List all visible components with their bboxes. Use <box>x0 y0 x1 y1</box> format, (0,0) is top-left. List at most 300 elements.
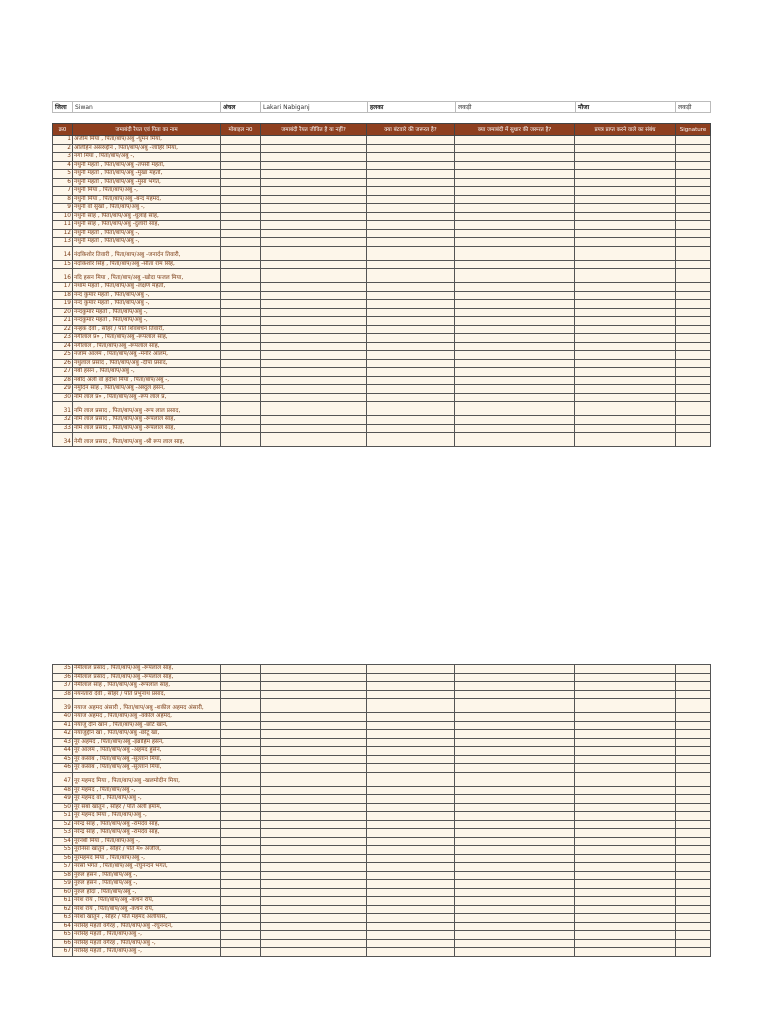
row-correction[interactable] <box>455 829 575 838</box>
row-relation[interactable] <box>575 300 676 309</box>
row-mobile[interactable] <box>221 359 261 368</box>
row-correction[interactable] <box>455 212 575 221</box>
row-alive[interactable] <box>261 416 367 425</box>
row-correction[interactable] <box>455 424 575 433</box>
row-partition[interactable] <box>367 922 455 931</box>
row-mobile[interactable] <box>221 238 261 247</box>
row-correction[interactable] <box>455 433 575 447</box>
row-mobile[interactable] <box>221 730 261 739</box>
row-mobile[interactable] <box>221 424 261 433</box>
row-partition[interactable] <box>367 385 455 394</box>
row-relation[interactable] <box>575 136 676 145</box>
row-mobile[interactable] <box>221 747 261 756</box>
row-correction[interactable] <box>455 300 575 309</box>
row-mobile[interactable] <box>221 416 261 425</box>
row-alive[interactable] <box>261 905 367 914</box>
row-alive[interactable] <box>261 136 367 145</box>
row-signature[interactable] <box>676 846 711 855</box>
row-correction[interactable] <box>455 161 575 170</box>
row-correction[interactable] <box>455 795 575 804</box>
row-mobile[interactable] <box>221 922 261 931</box>
row-mobile[interactable] <box>221 376 261 385</box>
row-alive[interactable] <box>261 393 367 402</box>
row-signature[interactable] <box>676 170 711 179</box>
row-correction[interactable] <box>455 246 575 260</box>
row-mobile[interactable] <box>221 246 261 260</box>
row-signature[interactable] <box>676 433 711 447</box>
row-mobile[interactable] <box>221 846 261 855</box>
row-partition[interactable] <box>367 673 455 682</box>
row-partition[interactable] <box>367 424 455 433</box>
row-mobile[interactable] <box>221 880 261 889</box>
row-partition[interactable] <box>367 897 455 906</box>
row-relation[interactable] <box>575 682 676 691</box>
row-correction[interactable] <box>455 368 575 377</box>
row-alive[interactable] <box>261 204 367 213</box>
row-correction[interactable] <box>455 837 575 846</box>
row-relation[interactable] <box>575 786 676 795</box>
row-signature[interactable] <box>676 914 711 923</box>
row-relation[interactable] <box>575 846 676 855</box>
row-partition[interactable] <box>367 888 455 897</box>
row-mobile[interactable] <box>221 713 261 722</box>
row-partition[interactable] <box>367 291 455 300</box>
row-partition[interactable] <box>367 325 455 334</box>
row-alive[interactable] <box>261 334 367 343</box>
row-correction[interactable] <box>455 690 575 699</box>
row-alive[interactable] <box>261 786 367 795</box>
row-signature[interactable] <box>676 368 711 377</box>
row-alive[interactable] <box>261 738 367 747</box>
row-mobile[interactable] <box>221 178 261 187</box>
row-signature[interactable] <box>676 871 711 880</box>
row-correction[interactable] <box>455 786 575 795</box>
row-alive[interactable] <box>261 914 367 923</box>
row-relation[interactable] <box>575 713 676 722</box>
row-partition[interactable] <box>367 416 455 425</box>
row-partition[interactable] <box>367 738 455 747</box>
row-alive[interactable] <box>261 730 367 739</box>
row-correction[interactable] <box>455 229 575 238</box>
row-relation[interactable] <box>575 178 676 187</box>
row-signature[interactable] <box>676 161 711 170</box>
row-mobile[interactable] <box>221 829 261 838</box>
row-correction[interactable] <box>455 905 575 914</box>
row-mobile[interactable] <box>221 699 261 713</box>
row-mobile[interactable] <box>221 738 261 747</box>
row-mobile[interactable] <box>221 229 261 238</box>
row-partition[interactable] <box>367 334 455 343</box>
row-partition[interactable] <box>367 812 455 821</box>
row-signature[interactable] <box>676 682 711 691</box>
row-signature[interactable] <box>676 837 711 846</box>
row-mobile[interactable] <box>221 888 261 897</box>
row-relation[interactable] <box>575 837 676 846</box>
row-alive[interactable] <box>261 317 367 326</box>
row-correction[interactable] <box>455 897 575 906</box>
row-correction[interactable] <box>455 136 575 145</box>
row-relation[interactable] <box>575 229 676 238</box>
row-relation[interactable] <box>575 359 676 368</box>
row-signature[interactable] <box>676 195 711 204</box>
row-correction[interactable] <box>455 682 575 691</box>
row-mobile[interactable] <box>221 221 261 230</box>
row-signature[interactable] <box>676 393 711 402</box>
row-relation[interactable] <box>575 690 676 699</box>
row-correction[interactable] <box>455 402 575 416</box>
row-signature[interactable] <box>676 351 711 360</box>
row-correction[interactable] <box>455 772 575 786</box>
row-correction[interactable] <box>455 699 575 713</box>
row-alive[interactable] <box>261 699 367 713</box>
row-correction[interactable] <box>455 803 575 812</box>
row-alive[interactable] <box>261 269 367 283</box>
row-signature[interactable] <box>676 888 711 897</box>
row-partition[interactable] <box>367 317 455 326</box>
row-relation[interactable] <box>575 291 676 300</box>
row-alive[interactable] <box>261 803 367 812</box>
row-mobile[interactable] <box>221 212 261 221</box>
row-alive[interactable] <box>261 300 367 309</box>
row-alive[interactable] <box>261 238 367 247</box>
row-correction[interactable] <box>455 764 575 773</box>
row-partition[interactable] <box>367 905 455 914</box>
row-correction[interactable] <box>455 187 575 196</box>
row-mobile[interactable] <box>221 368 261 377</box>
row-partition[interactable] <box>367 854 455 863</box>
row-mobile[interactable] <box>221 342 261 351</box>
row-partition[interactable] <box>367 803 455 812</box>
row-signature[interactable] <box>676 690 711 699</box>
row-alive[interactable] <box>261 161 367 170</box>
row-signature[interactable] <box>676 238 711 247</box>
row-mobile[interactable] <box>221 317 261 326</box>
row-signature[interactable] <box>676 291 711 300</box>
row-alive[interactable] <box>261 863 367 872</box>
row-relation[interactable] <box>575 888 676 897</box>
row-partition[interactable] <box>367 195 455 204</box>
row-mobile[interactable] <box>221 325 261 334</box>
row-signature[interactable] <box>676 829 711 838</box>
row-partition[interactable] <box>367 690 455 699</box>
row-partition[interactable] <box>367 880 455 889</box>
row-relation[interactable] <box>575 195 676 204</box>
row-mobile[interactable] <box>221 269 261 283</box>
row-alive[interactable] <box>261 308 367 317</box>
row-signature[interactable] <box>676 939 711 948</box>
row-signature[interactable] <box>676 713 711 722</box>
row-relation[interactable] <box>575 368 676 377</box>
row-relation[interactable] <box>575 433 676 447</box>
row-correction[interactable] <box>455 359 575 368</box>
row-partition[interactable] <box>367 820 455 829</box>
row-relation[interactable] <box>575 283 676 292</box>
row-mobile[interactable] <box>221 161 261 170</box>
row-signature[interactable] <box>676 359 711 368</box>
row-signature[interactable] <box>676 931 711 940</box>
row-alive[interactable] <box>261 212 367 221</box>
row-mobile[interactable] <box>221 939 261 948</box>
row-signature[interactable] <box>676 260 711 269</box>
row-mobile[interactable] <box>221 948 261 957</box>
row-signature[interactable] <box>676 178 711 187</box>
row-signature[interactable] <box>676 755 711 764</box>
row-partition[interactable] <box>367 846 455 855</box>
row-relation[interactable] <box>575 931 676 940</box>
row-mobile[interactable] <box>221 764 261 773</box>
row-relation[interactable] <box>575 948 676 957</box>
row-signature[interactable] <box>676 721 711 730</box>
row-correction[interactable] <box>455 342 575 351</box>
row-alive[interactable] <box>261 170 367 179</box>
row-correction[interactable] <box>455 914 575 923</box>
row-partition[interactable] <box>367 161 455 170</box>
row-alive[interactable] <box>261 385 367 394</box>
row-partition[interactable] <box>367 229 455 238</box>
row-partition[interactable] <box>367 699 455 713</box>
row-partition[interactable] <box>367 829 455 838</box>
row-partition[interactable] <box>367 665 455 674</box>
row-mobile[interactable] <box>221 905 261 914</box>
row-signature[interactable] <box>676 300 711 309</box>
row-mobile[interactable] <box>221 260 261 269</box>
row-alive[interactable] <box>261 897 367 906</box>
row-signature[interactable] <box>676 863 711 872</box>
row-mobile[interactable] <box>221 772 261 786</box>
row-signature[interactable] <box>676 325 711 334</box>
row-alive[interactable] <box>261 283 367 292</box>
row-mobile[interactable] <box>221 144 261 153</box>
row-correction[interactable] <box>455 170 575 179</box>
row-correction[interactable] <box>455 416 575 425</box>
row-signature[interactable] <box>676 144 711 153</box>
row-correction[interactable] <box>455 713 575 722</box>
row-relation[interactable] <box>575 351 676 360</box>
row-alive[interactable] <box>261 820 367 829</box>
row-alive[interactable] <box>261 195 367 204</box>
row-relation[interactable] <box>575 187 676 196</box>
row-partition[interactable] <box>367 221 455 230</box>
row-alive[interactable] <box>261 721 367 730</box>
row-alive[interactable] <box>261 291 367 300</box>
row-signature[interactable] <box>676 385 711 394</box>
row-partition[interactable] <box>367 170 455 179</box>
row-relation[interactable] <box>575 755 676 764</box>
row-alive[interactable] <box>261 880 367 889</box>
row-mobile[interactable] <box>221 283 261 292</box>
row-mobile[interactable] <box>221 291 261 300</box>
row-alive[interactable] <box>261 402 367 416</box>
row-mobile[interactable] <box>221 170 261 179</box>
row-alive[interactable] <box>261 246 367 260</box>
row-partition[interactable] <box>367 178 455 187</box>
row-relation[interactable] <box>575 246 676 260</box>
row-alive[interactable] <box>261 922 367 931</box>
row-signature[interactable] <box>676 747 711 756</box>
row-alive[interactable] <box>261 351 367 360</box>
row-partition[interactable] <box>367 136 455 145</box>
row-relation[interactable] <box>575 871 676 880</box>
row-correction[interactable] <box>455 880 575 889</box>
row-relation[interactable] <box>575 721 676 730</box>
row-alive[interactable] <box>261 812 367 821</box>
row-partition[interactable] <box>367 187 455 196</box>
row-partition[interactable] <box>367 212 455 221</box>
row-mobile[interactable] <box>221 665 261 674</box>
row-correction[interactable] <box>455 854 575 863</box>
row-relation[interactable] <box>575 212 676 221</box>
row-correction[interactable] <box>455 931 575 940</box>
row-relation[interactable] <box>575 939 676 948</box>
row-relation[interactable] <box>575 905 676 914</box>
row-mobile[interactable] <box>221 803 261 812</box>
row-signature[interactable] <box>676 854 711 863</box>
row-correction[interactable] <box>455 376 575 385</box>
row-alive[interactable] <box>261 772 367 786</box>
row-alive[interactable] <box>261 755 367 764</box>
row-relation[interactable] <box>575 308 676 317</box>
row-relation[interactable] <box>575 699 676 713</box>
row-signature[interactable] <box>676 673 711 682</box>
row-relation[interactable] <box>575 897 676 906</box>
row-partition[interactable] <box>367 795 455 804</box>
row-mobile[interactable] <box>221 351 261 360</box>
row-signature[interactable] <box>676 283 711 292</box>
row-partition[interactable] <box>367 246 455 260</box>
row-relation[interactable] <box>575 914 676 923</box>
row-relation[interactable] <box>575 673 676 682</box>
row-signature[interactable] <box>676 897 711 906</box>
row-alive[interactable] <box>261 144 367 153</box>
row-signature[interactable] <box>676 136 711 145</box>
row-signature[interactable] <box>676 416 711 425</box>
row-signature[interactable] <box>676 812 711 821</box>
row-partition[interactable] <box>367 764 455 773</box>
row-relation[interactable] <box>575 144 676 153</box>
row-signature[interactable] <box>676 772 711 786</box>
row-relation[interactable] <box>575 342 676 351</box>
row-signature[interactable] <box>676 317 711 326</box>
row-partition[interactable] <box>367 939 455 948</box>
row-alive[interactable] <box>261 342 367 351</box>
row-signature[interactable] <box>676 730 711 739</box>
row-partition[interactable] <box>367 402 455 416</box>
row-mobile[interactable] <box>221 393 261 402</box>
row-relation[interactable] <box>575 161 676 170</box>
row-correction[interactable] <box>455 317 575 326</box>
row-correction[interactable] <box>455 738 575 747</box>
row-alive[interactable] <box>261 837 367 846</box>
row-alive[interactable] <box>261 424 367 433</box>
row-signature[interactable] <box>676 820 711 829</box>
row-correction[interactable] <box>455 673 575 682</box>
row-relation[interactable] <box>575 170 676 179</box>
row-relation[interactable] <box>575 334 676 343</box>
row-partition[interactable] <box>367 682 455 691</box>
row-partition[interactable] <box>367 269 455 283</box>
row-alive[interactable] <box>261 888 367 897</box>
row-partition[interactable] <box>367 283 455 292</box>
row-relation[interactable] <box>575 738 676 747</box>
row-alive[interactable] <box>261 221 367 230</box>
row-correction[interactable] <box>455 730 575 739</box>
row-relation[interactable] <box>575 665 676 674</box>
row-partition[interactable] <box>367 238 455 247</box>
row-partition[interactable] <box>367 755 455 764</box>
row-alive[interactable] <box>261 747 367 756</box>
row-relation[interactable] <box>575 854 676 863</box>
row-mobile[interactable] <box>221 153 261 162</box>
row-correction[interactable] <box>455 846 575 855</box>
row-signature[interactable] <box>676 376 711 385</box>
row-signature[interactable] <box>676 786 711 795</box>
row-signature[interactable] <box>676 402 711 416</box>
row-relation[interactable] <box>575 880 676 889</box>
row-signature[interactable] <box>676 699 711 713</box>
row-relation[interactable] <box>575 221 676 230</box>
row-alive[interactable] <box>261 829 367 838</box>
row-correction[interactable] <box>455 812 575 821</box>
row-correction[interactable] <box>455 153 575 162</box>
row-mobile[interactable] <box>221 690 261 699</box>
row-signature[interactable] <box>676 424 711 433</box>
row-relation[interactable] <box>575 376 676 385</box>
row-relation[interactable] <box>575 153 676 162</box>
row-signature[interactable] <box>676 229 711 238</box>
row-signature[interactable] <box>676 221 711 230</box>
row-relation[interactable] <box>575 416 676 425</box>
row-correction[interactable] <box>455 393 575 402</box>
row-partition[interactable] <box>367 721 455 730</box>
row-relation[interactable] <box>575 238 676 247</box>
row-mobile[interactable] <box>221 195 261 204</box>
row-mobile[interactable] <box>221 837 261 846</box>
row-correction[interactable] <box>455 871 575 880</box>
row-alive[interactable] <box>261 854 367 863</box>
row-correction[interactable] <box>455 291 575 300</box>
row-mobile[interactable] <box>221 812 261 821</box>
row-mobile[interactable] <box>221 308 261 317</box>
row-mobile[interactable] <box>221 863 261 872</box>
row-signature[interactable] <box>676 204 711 213</box>
row-signature[interactable] <box>676 922 711 931</box>
row-relation[interactable] <box>575 317 676 326</box>
row-partition[interactable] <box>367 368 455 377</box>
row-alive[interactable] <box>261 229 367 238</box>
row-signature[interactable] <box>676 665 711 674</box>
row-alive[interactable] <box>261 187 367 196</box>
row-mobile[interactable] <box>221 755 261 764</box>
row-correction[interactable] <box>455 195 575 204</box>
row-signature[interactable] <box>676 738 711 747</box>
row-correction[interactable] <box>455 863 575 872</box>
row-partition[interactable] <box>367 204 455 213</box>
row-mobile[interactable] <box>221 721 261 730</box>
row-alive[interactable] <box>261 931 367 940</box>
row-relation[interactable] <box>575 747 676 756</box>
row-correction[interactable] <box>455 385 575 394</box>
row-alive[interactable] <box>261 153 367 162</box>
row-signature[interactable] <box>676 334 711 343</box>
row-signature[interactable] <box>676 948 711 957</box>
row-signature[interactable] <box>676 905 711 914</box>
row-relation[interactable] <box>575 772 676 786</box>
row-relation[interactable] <box>575 820 676 829</box>
row-correction[interactable] <box>455 269 575 283</box>
row-correction[interactable] <box>455 820 575 829</box>
row-alive[interactable] <box>261 260 367 269</box>
row-relation[interactable] <box>575 812 676 821</box>
